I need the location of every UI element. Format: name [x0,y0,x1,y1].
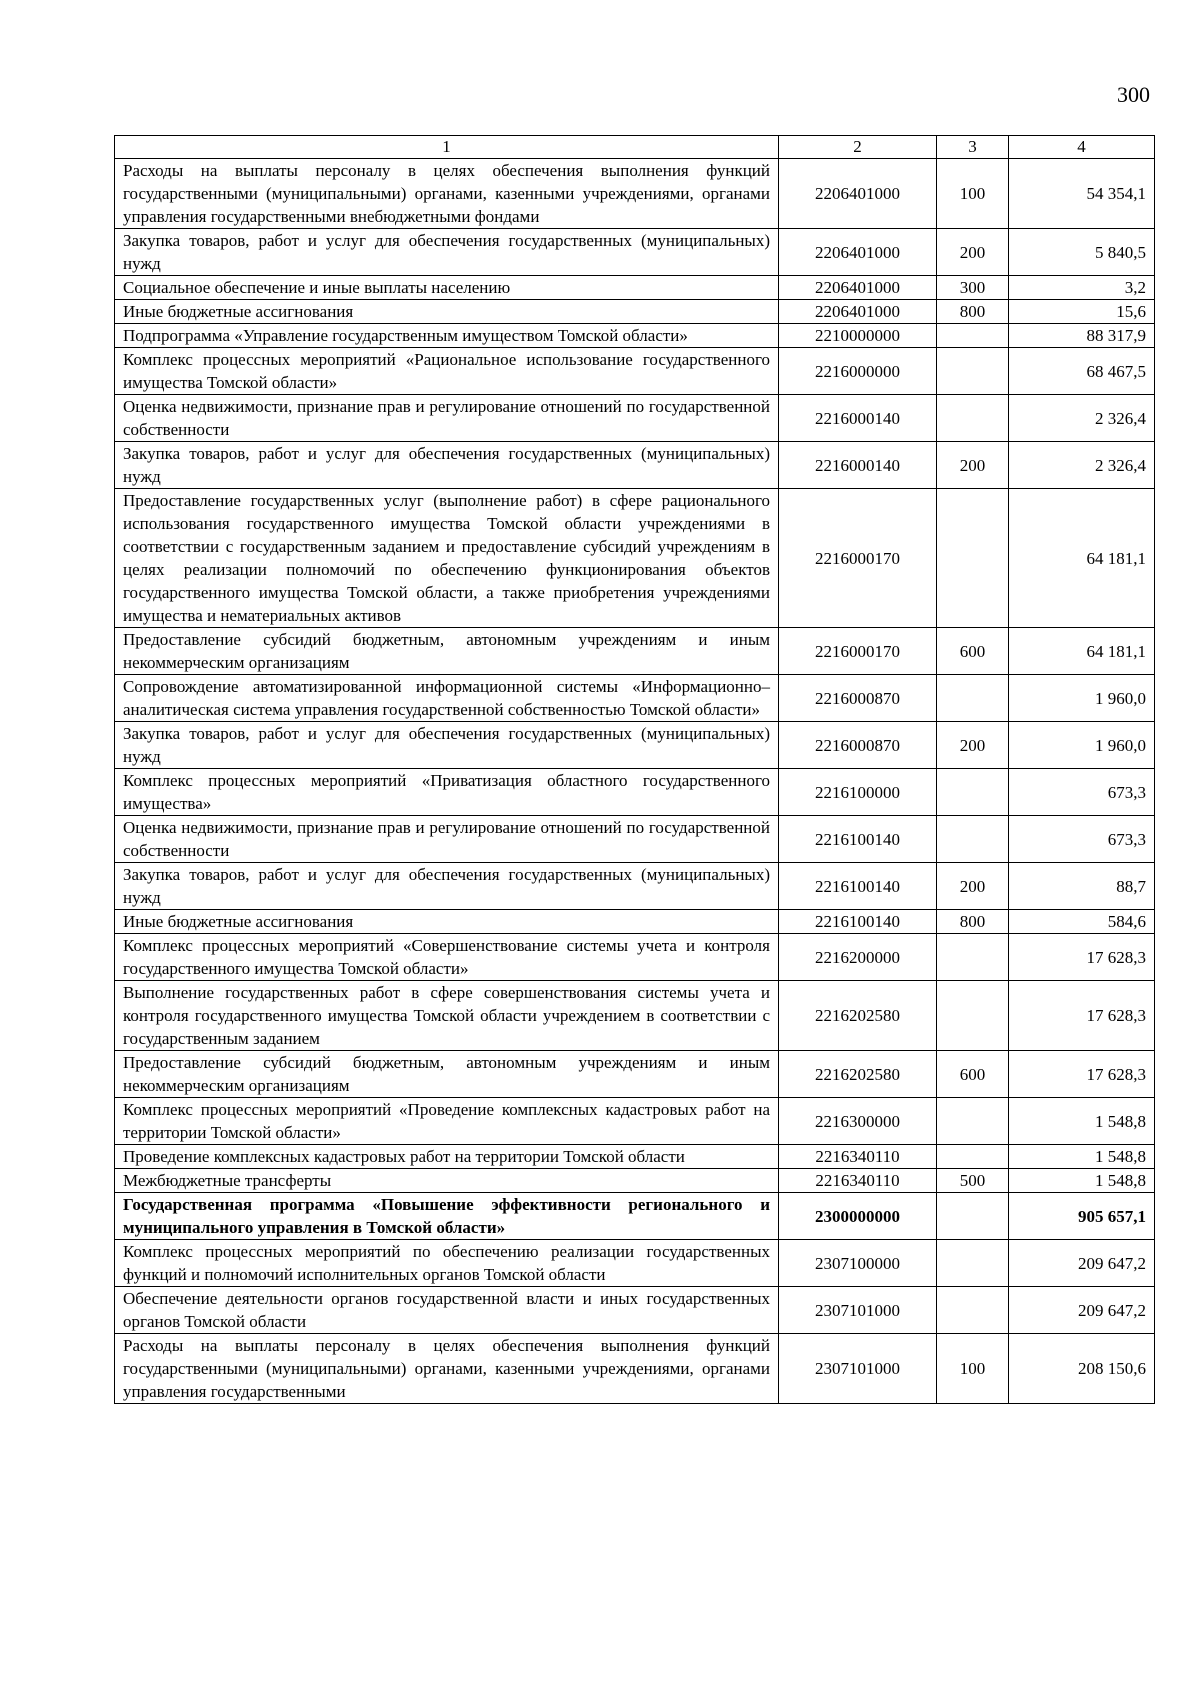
row-description: Государственная программа «Повышение эффективности регионального и муниципального управления в Томской области» [115,1193,779,1240]
row-amount: 1 548,8 [1009,1145,1155,1169]
row-expense-type: 600 [937,628,1009,675]
header-cell-4: 4 [1009,136,1155,159]
row-code: 2216340110 [779,1145,937,1169]
row-code: 2206401000 [779,159,937,229]
row-expense-type [937,981,1009,1051]
row-amount: 584,6 [1009,910,1155,934]
table-row [115,229,1155,276]
row-amount: 15,6 [1009,300,1155,324]
table-row [115,395,1155,442]
table-row [115,981,1155,1051]
row-description: Комплекс процессных мероприятий по обеспечению реализации государственных функций и полномочий исполнительных органов Томской области [115,1240,779,1287]
header-cell-3: 3 [937,136,1009,159]
row-description: Подпрограмма «Управление государственным имуществом Томской области» [115,324,779,348]
row-expense-type [937,395,1009,442]
row-expense-type [937,675,1009,722]
row-code: 2216000170 [779,489,937,628]
row-code: 2216100000 [779,769,937,816]
row-expense-type [937,1145,1009,1169]
row-expense-type: 200 [937,229,1009,276]
row-code: 2307101000 [779,1334,937,1404]
header-cell-2: 2 [779,136,937,159]
row-expense-type [937,348,1009,395]
row-description: Проведение комплексных кадастровых работ на территории Томской области [115,1145,779,1169]
row-amount: 68 467,5 [1009,348,1155,395]
row-description: Предоставление субсидий бюджетным, автономным учреждениям и иным некоммерческим организациям [115,1051,779,1098]
row-expense-type: 200 [937,442,1009,489]
row-description: Социальное обеспечение и иные выплаты населению [115,276,779,300]
row-code: 2307101000 [779,1287,937,1334]
row-code: 2216200000 [779,934,937,981]
row-code: 2300000000 [779,1193,937,1240]
row-amount: 1 960,0 [1009,722,1155,769]
row-expense-type [937,1240,1009,1287]
row-amount: 3,2 [1009,276,1155,300]
row-description: Закупка товаров, работ и услуг для обеспечения государственных (муниципальных) нужд [115,229,779,276]
page-number: 300 [1117,82,1150,107]
row-amount: 17 628,3 [1009,1051,1155,1098]
row-amount: 673,3 [1009,769,1155,816]
row-code: 2307100000 [779,1240,937,1287]
table-row [115,1145,1155,1169]
table-row [115,675,1155,722]
table-row [115,722,1155,769]
row-code: 2216000140 [779,442,937,489]
row-expense-type [937,769,1009,816]
row-description: Комплекс процессных мероприятий «Совершенствование системы учета и контроля государственного имущества Томской области» [115,934,779,981]
row-code: 2216100140 [779,910,937,934]
row-code: 2216300000 [779,1098,937,1145]
row-amount: 88,7 [1009,863,1155,910]
row-description: Комплекс процессных мероприятий «Рациональное использование государственного имущества Томской области» [115,348,779,395]
row-code: 2216000870 [779,675,937,722]
row-amount: 2 326,4 [1009,395,1155,442]
row-expense-type [937,1287,1009,1334]
table-row [115,1169,1155,1193]
row-code: 2206401000 [779,229,937,276]
row-expense-type: 500 [937,1169,1009,1193]
table-row [115,324,1155,348]
row-expense-type [937,324,1009,348]
table-row [115,300,1155,324]
row-expense-type: 100 [937,159,1009,229]
row-amount: 209 647,2 [1009,1240,1155,1287]
row-description: Оценка недвижимости, признание прав и регулирование отношений по государственной собственности [115,816,779,863]
row-description: Выполнение государственных работ в сфере совершенствования системы учета и контроля государственного имущества Томской области учреждением в соответствии с государственным заданием [115,981,779,1051]
row-amount: 5 840,5 [1009,229,1155,276]
table-row [115,1287,1155,1334]
row-expense-type: 800 [937,300,1009,324]
row-description: Сопровождение автоматизированной информационной системы «Информационно–аналитическая система управления государственной собственностью Томской области» [115,675,779,722]
table-row [115,769,1155,816]
table-row [115,1240,1155,1287]
row-description: Закупка товаров, работ и услуг для обеспечения государственных (муниципальных) нужд [115,722,779,769]
table-row [115,442,1155,489]
table-row [115,1098,1155,1145]
row-amount: 17 628,3 [1009,934,1155,981]
row-expense-type [937,816,1009,863]
row-description: Расходы на выплаты персоналу в целях обеспечения выполнения функций государственными (муниципальными) органами, казенными учреждениями, органами управления государственными [115,1334,779,1404]
row-code: 2206401000 [779,276,937,300]
row-amount: 673,3 [1009,816,1155,863]
row-expense-type: 800 [937,910,1009,934]
table-row [115,348,1155,395]
row-code: 2206401000 [779,300,937,324]
row-expense-type [937,489,1009,628]
row-expense-type: 300 [937,276,1009,300]
row-amount: 88 317,9 [1009,324,1155,348]
table-row [115,910,1155,934]
row-amount: 1 548,8 [1009,1098,1155,1145]
table-row [115,1051,1155,1098]
table-row [115,159,1155,229]
table-row [115,1334,1155,1404]
table-row [115,628,1155,675]
header-cell-1: 1 [115,136,779,159]
row-description: Межбюджетные трансферты [115,1169,779,1193]
row-amount: 64 181,1 [1009,489,1155,628]
table-row [115,934,1155,981]
row-description: Иные бюджетные ассигнования [115,300,779,324]
row-description: Предоставление государственных услуг (выполнение работ) в сфере рационального использования государственного имущества Томской области учреждениями в соответствии с государственным заданием и предоставление субсидий учреждениям в целях реализации полномочий по обеспечению функционирования объектов государственного имущества Томской области, а также приобретения учреждениями имущества и нематериальных активов [115,489,779,628]
row-amount: 209 647,2 [1009,1287,1155,1334]
row-code: 2216100140 [779,816,937,863]
row-expense-type: 100 [937,1334,1009,1404]
row-expense-type: 600 [937,1051,1009,1098]
row-amount: 1 960,0 [1009,675,1155,722]
row-description: Обеспечение деятельности органов государственной власти и иных государственных органов Томской области [115,1287,779,1334]
row-expense-type [937,934,1009,981]
table-row [115,1193,1155,1240]
row-amount: 54 354,1 [1009,159,1155,229]
row-code: 2216000140 [779,395,937,442]
row-description: Иные бюджетные ассигнования [115,910,779,934]
table-header-row [115,136,1155,159]
row-amount: 17 628,3 [1009,981,1155,1051]
row-code: 2216000170 [779,628,937,675]
row-description: Комплекс процессных мероприятий «Приватизация областного государственного имущества» [115,769,779,816]
table-row [115,489,1155,628]
row-expense-type [937,1098,1009,1145]
row-description: Оценка недвижимости, признание прав и регулирование отношений по государственной собственности [115,395,779,442]
row-code: 2216202580 [779,981,937,1051]
row-code: 2216100140 [779,863,937,910]
row-code: 2216340110 [779,1169,937,1193]
row-expense-type: 200 [937,863,1009,910]
row-description: Закупка товаров, работ и услуг для обеспечения государственных (муниципальных) нужд [115,863,779,910]
row-amount: 1 548,8 [1009,1169,1155,1193]
table-row [115,276,1155,300]
row-description: Закупка товаров, работ и услуг для обеспечения государственных (муниципальных) нужд [115,442,779,489]
row-amount: 208 150,6 [1009,1334,1155,1404]
row-code: 2216202580 [779,1051,937,1098]
row-amount: 2 326,4 [1009,442,1155,489]
table-row [115,816,1155,863]
row-expense-type: 200 [937,722,1009,769]
row-amount: 905 657,1 [1009,1193,1155,1240]
budget-table [114,135,1155,1404]
row-expense-type [937,1193,1009,1240]
row-description: Расходы на выплаты персоналу в целях обеспечения выполнения функций государственными (муниципальными) органами, казенными учреждениями, органами управления государственными внебюджетными фондами [115,159,779,229]
row-code: 2216000870 [779,722,937,769]
row-code: 2210000000 [779,324,937,348]
row-description: Предоставление субсидий бюджетным, автономным учреждениям и иным некоммерческим организациям [115,628,779,675]
row-amount: 64 181,1 [1009,628,1155,675]
row-description: Комплекс процессных мероприятий «Проведение комплексных кадастровых работ на территории Томской области» [115,1098,779,1145]
table-row [115,863,1155,910]
row-code: 2216000000 [779,348,937,395]
